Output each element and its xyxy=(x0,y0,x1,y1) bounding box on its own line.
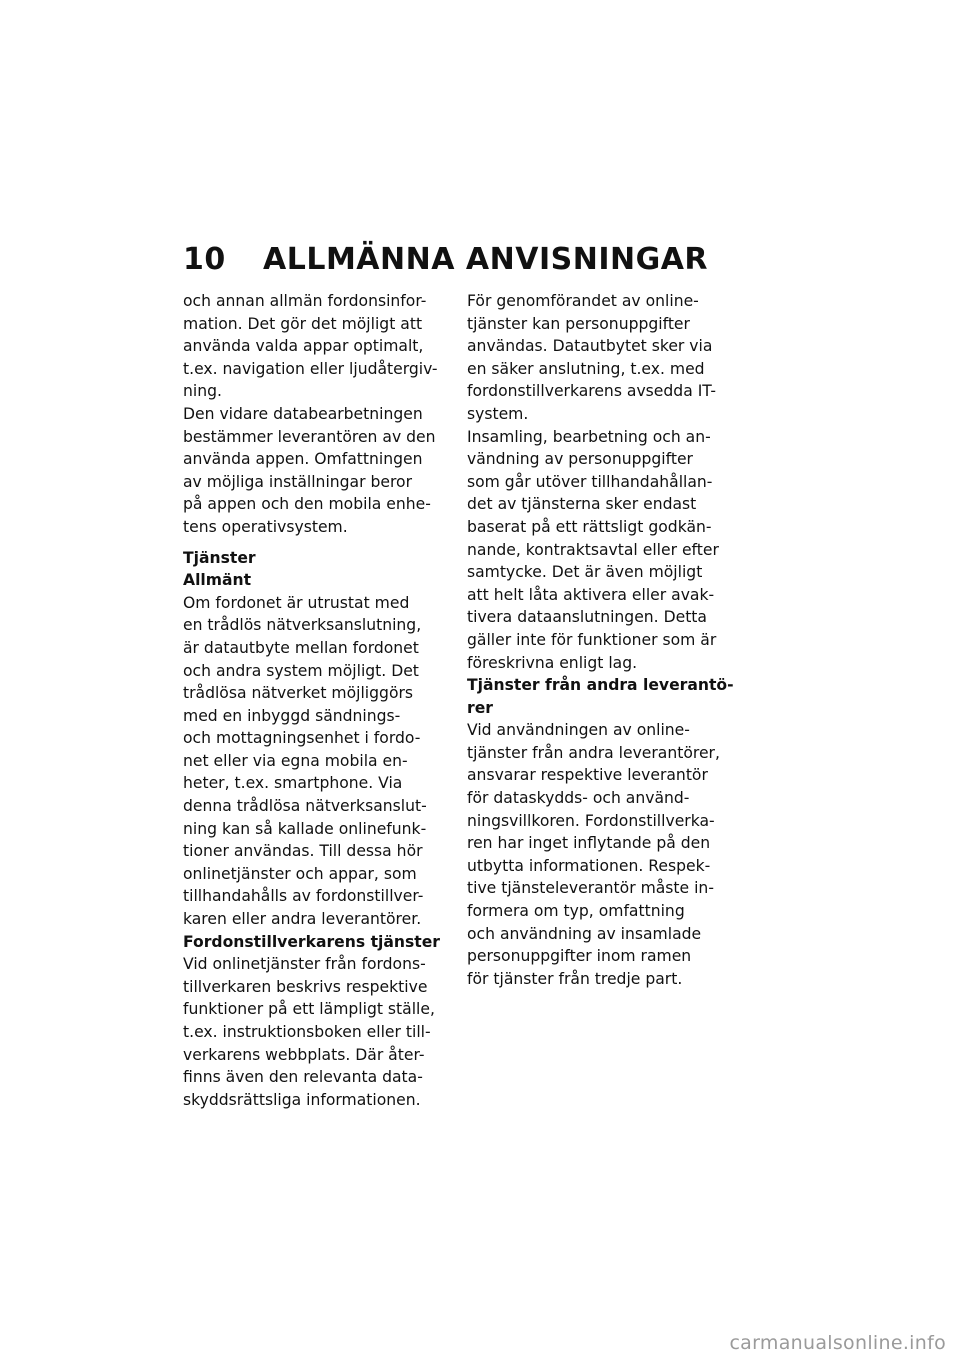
text-line: bestämmer leverantören av den xyxy=(183,427,436,446)
text-line: användas. Datautbytet sker via xyxy=(467,337,713,356)
text-line: tivera dataanslutningen. Detta xyxy=(467,608,707,627)
text-line: fordonstillverkarens avsedda IT- xyxy=(467,382,717,401)
text-line: och annan allmän fordonsinfor- xyxy=(183,292,427,310)
text-line: finns även den relevanta data- xyxy=(183,1068,423,1087)
text-line: föreskrivna enligt lag. xyxy=(467,653,638,672)
text-line: använda appen. Omfattningen xyxy=(183,450,423,469)
text-line: ning. xyxy=(183,382,222,401)
right-paragraph-1 xyxy=(467,290,735,426)
text-line: Vid onlinetjänster från fordons- xyxy=(183,955,426,974)
text-line: tjänster kan personuppgifter xyxy=(467,314,690,333)
text-line: ning kan så kallade onlinefunk- xyxy=(183,819,427,838)
right-paragraph-2 xyxy=(467,426,735,675)
text-line: som går utöver tillhandahållan- xyxy=(467,472,713,491)
text-line: Vid användningen av online- xyxy=(467,721,690,740)
text-line: tillverkaren beskrivs respektive xyxy=(183,977,428,996)
text-line: tive tjänsteleverantör måste in- xyxy=(467,879,714,898)
chapter-header xyxy=(183,242,708,277)
left-column xyxy=(183,290,451,1111)
heading-allmant: Allmänt xyxy=(183,571,252,590)
text-line: ningsvillkoren. Fordonstillverka- xyxy=(467,811,715,830)
text-line: tioner användas. Till dessa hör xyxy=(183,842,423,861)
text-line: det av tjänsterna sker endast xyxy=(467,495,697,514)
text-line: utbytta informationen. Respek- xyxy=(467,856,711,875)
heading-fordonstillverkarens-tjanster: Fordonstillverkarens tjänster xyxy=(183,932,440,951)
text-line: av möjliga inställningar beror xyxy=(183,472,412,491)
text-line: skyddsrättsliga informationen. xyxy=(183,1090,421,1109)
text-line: karen eller andra leverantörer. xyxy=(183,910,422,929)
heading-andra-leverantorer: Tjänster från andra leverantö- xyxy=(467,676,734,695)
text-line: heter, t.ex. smartphone. Via xyxy=(183,774,403,793)
left-paragraph-1 xyxy=(183,290,451,403)
text-line: net eller via egna mobila en- xyxy=(183,751,408,770)
left-paragraph-3 xyxy=(183,592,451,931)
chapter-number: 10 xyxy=(183,242,226,277)
text-line: tillhandahålls av fordonstillver- xyxy=(183,887,424,906)
text-line: För genomförandet av online- xyxy=(467,292,699,310)
heading-andra-leverantorer-cont: rer xyxy=(467,698,493,717)
text-line: mation. Det gör det möjligt att xyxy=(183,314,423,333)
text-line: ren har inget inflytande på den xyxy=(467,834,711,853)
text-line: på appen och den mobila enhe- xyxy=(183,495,431,514)
text-line: trådlösa nätverket möjliggörs xyxy=(183,684,414,703)
text-line: och mottagningsenhet i fordo- xyxy=(183,729,421,748)
text-line: är datautbyte mellan fordonet xyxy=(183,638,419,657)
text-line: ansvarar respektive leverantör xyxy=(467,766,708,785)
text-line: t.ex. instruktionsboken eller till- xyxy=(183,1023,431,1041)
right-column xyxy=(467,290,735,990)
text-line: en trådlös nätverksanslutning, xyxy=(183,616,422,635)
text-line: denna trådlösa nätverksanslut- xyxy=(183,797,427,816)
text-line: tens operativsystem. xyxy=(183,517,348,536)
text-line: system. xyxy=(467,404,529,423)
text-line: formera om typ, omfattning xyxy=(467,902,685,921)
text-line: och andra system möjligt. Det xyxy=(183,661,419,680)
text-line: t.ex. navigation eller ljudåtergiv- xyxy=(183,359,438,378)
text-line: en säker anslutning, t.ex. med xyxy=(467,359,705,378)
text-line: Den vidare databearbetningen xyxy=(183,404,423,423)
text-line: för dataskydds- och använd- xyxy=(467,789,690,808)
text-line: tjänster från andra leverantörer, xyxy=(467,743,720,762)
left-paragraph-2 xyxy=(183,403,451,539)
text-line: baserat på ett rättsligt godkän- xyxy=(467,517,712,536)
text-line: och användning av insamlade xyxy=(467,924,702,943)
watermark: carmanualsonline.info xyxy=(729,1332,946,1354)
text-line: vändning av personuppgifter xyxy=(467,450,693,469)
text-line: Insamling, bearbetning och an- xyxy=(467,427,711,446)
text-line: personuppgifter inom ramen xyxy=(467,947,692,966)
left-paragraph-4 xyxy=(183,953,451,1111)
text-line: att helt låta aktivera eller avak- xyxy=(467,585,715,604)
text-line: gäller inte för funktioner som är xyxy=(467,630,717,649)
heading-tjanster: Tjänster xyxy=(183,548,256,567)
text-line: verkarens webbplats. Där åter- xyxy=(183,1045,425,1064)
text-line: funktioner på ett lämpligt ställe, xyxy=(183,1000,435,1019)
text-line: samtycke. Det är även möjligt xyxy=(467,563,703,582)
text-line: för tjänster från tredje part. xyxy=(467,969,683,988)
chapter-title: ALLMÄNNA ANVISNINGAR xyxy=(263,242,709,277)
text-line: med en inbyggd sändnings- xyxy=(183,706,401,725)
right-paragraph-3 xyxy=(467,719,735,990)
text-line: nande, kontraktsavtal eller efter xyxy=(467,540,719,559)
text-line: Om fordonet är utrustat med xyxy=(183,593,410,612)
text-line: onlinetjänster och appar, som xyxy=(183,864,417,883)
text-line: använda valda appar optimalt, xyxy=(183,337,424,356)
